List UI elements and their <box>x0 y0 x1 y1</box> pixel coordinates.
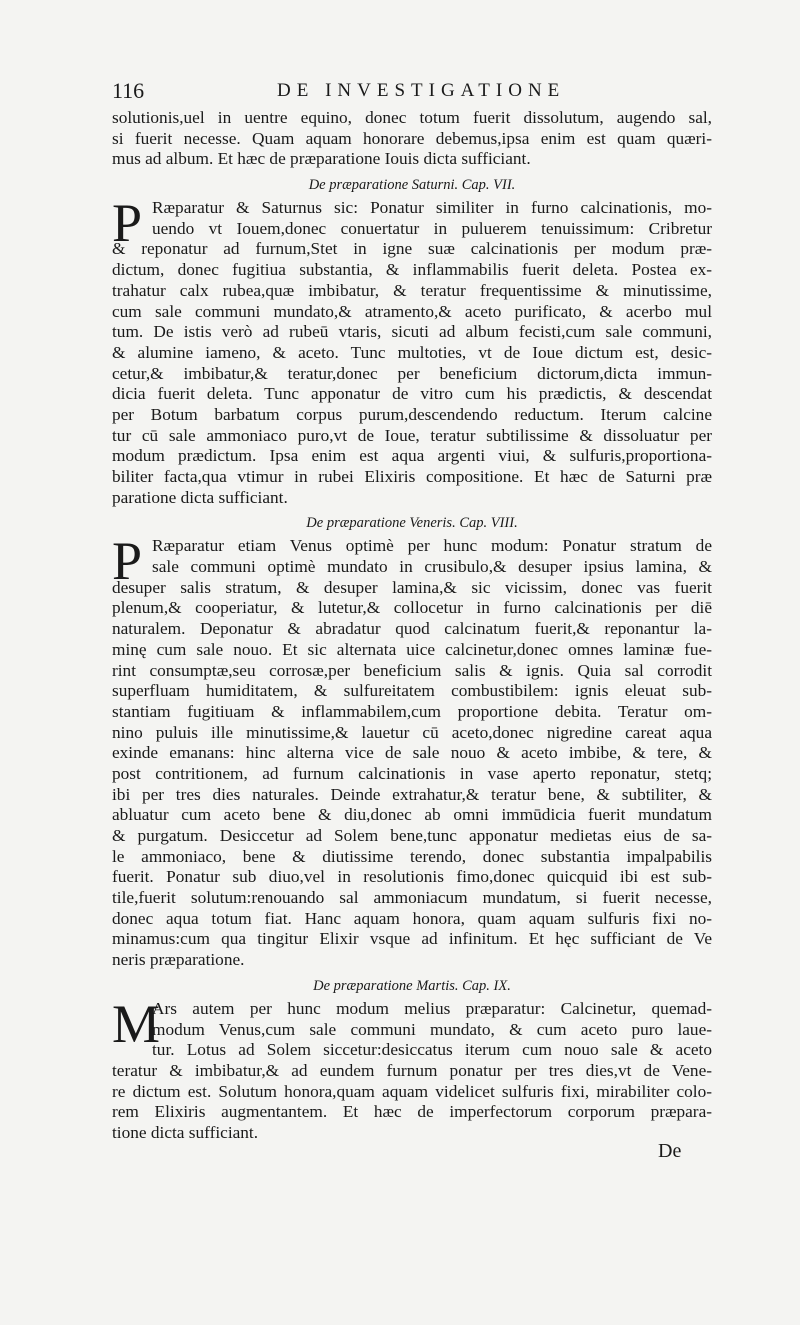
page-number: 116 <box>112 78 145 103</box>
text-line: Ars autem per hunc modum melius præparatur: Calcinetur, quemad- <box>152 998 712 1018</box>
chapter-paragraph <box>112 193 712 508</box>
drop-cap: P <box>112 193 143 254</box>
text-line: modum prædictum. Ipsa enim est aqua argenti viui, & sulfuris,proportiona- <box>112 446 712 466</box>
text-line: desuper salis stratum, & desuper lamina,& sic vicissim, donec vas fuerit <box>112 577 712 597</box>
text-line: re dictum est. Solutum honora,quam aquam videlicet sulfuris fixi, mirabiliter colo- <box>112 1081 712 1101</box>
text-line: cum sale communi mundato,& atramento,& aceto purificato, & acerbo mul <box>112 301 712 321</box>
text-line: abluatur cum aceto bene & diu,donec ab omni immūdicia fuerit mundatum <box>112 805 712 825</box>
text-line: sale communi optimè mundato in crusibulo,& desuper ipsius lamina, & <box>152 557 712 577</box>
text-line: paratione dicta sufficiant. <box>112 487 288 507</box>
text-line: superfluam humiditatem, & sulfureitatem combustibilem: ignis eleuat sub- <box>112 681 712 701</box>
text-line: minamus:cum qua tingitur Elixir vsque ad infinitum. Et hęc sufficiant de Ve <box>112 929 712 949</box>
text-line: tum. De istis verò ad rubeū vtaris, sicuti ad album fecisti,cum sale communi, <box>112 322 712 342</box>
text-line: le ammoniaco, bene & diutissime terendo, donec substantia impalpabilis <box>112 846 712 866</box>
text-line: teratur & imbibatur,& ad eundem furnum ponatur per tres dies,vt de Vene- <box>112 1060 712 1080</box>
running-head: DE INVESTIGATIONE <box>277 80 566 101</box>
text-line: & alumine iameno, & aceto. Tunc multoties, vt de Ioue dictum est, desic- <box>112 342 712 362</box>
text-line: mus ad album. Et hæc de præparatione Iouis dicta sufficiant. <box>112 149 531 169</box>
text-line: stantiam fugitiuam & inflammabilem,cum proportione debita. Teratur om- <box>112 701 712 721</box>
drop-cap: M <box>112 993 161 1054</box>
text-line: tione dicta sufficiant. <box>112 1122 259 1142</box>
text-line: neris præparatione. <box>112 950 245 970</box>
text-line: naturalem. Deponatur & abradatur quod calcinatum fuerit,& reponantur la- <box>112 619 712 639</box>
text-line: & purgatum. Desiccetur ad Solem bene,tunc apponatur medietas eius de sa- <box>112 826 712 845</box>
text-line: si fuerit necesse. Quam aquam honorare debemus,ipsa enim est quam quæri- <box>112 128 712 148</box>
text-line: Ræparatur & Saturnus sic: Ponatur similiter in furno calcinationis, mo- <box>152 198 712 218</box>
text-line: tur cū sale ammoniaco puro,vt de Ioue, teratur subtilissime & dissoluatur per <box>112 425 712 445</box>
text-line: nino puluis ille minutissime,& lauetur cū aceto,donec nigredine careat aqua <box>112 722 712 742</box>
text-line: solutionis,uel in uentre equino, donec totum fuerit dissolutum, augendo sal, <box>112 108 712 127</box>
text-line: dicia fuerit deleta. Tunc apponatur de vitro cum his prædictis, & descendat <box>112 384 712 404</box>
chapter-heading: De præparatione Saturni. Cap. VII. <box>308 177 516 194</box>
chapter-heading: De præparatione Veneris. Cap. VIII. <box>306 515 518 532</box>
catchword: De <box>658 1140 682 1162</box>
text-line: cetur,& imbibatur,& teratur,donec per beneficium dictorum,dicta immun- <box>112 363 712 383</box>
text-line: Ræparatur etiam Venus optimè per hunc modum: Ponatur stratum de <box>152 536 712 556</box>
drop-cap: P <box>112 531 143 592</box>
text-line: tile,fuerit solutum:renouando sal ammoniacum mundatum, si fuerit necesse, <box>112 888 712 908</box>
text-line: modum Venus,cum sale communi mundato, & cum aceto puro laue- <box>152 1019 712 1039</box>
page-header <box>112 78 712 106</box>
text-line: fuerit. Ponatur sub diuo,vel in resolutionis fimo,donec quicquid ibi est sub- <box>112 867 712 887</box>
text-line: tur. Lotus ad Solem siccetur:desiccatus iterum cum nouo sale & aceto <box>152 1040 712 1060</box>
text-line: rint consumptæ,seu corrosæ,per beneficium salis & ignis. Quia sal corrodit <box>112 660 712 680</box>
chapter-paragraph <box>112 993 712 1144</box>
text-line: & reponatur ad furnum,Stet in igne suæ calcinationis per modum præ- <box>112 239 712 259</box>
text-line: dictum, donec fugitiua substantia, & inflammabilis fuerit deleta. Postea ex- <box>112 260 712 280</box>
main-text <box>112 108 712 1144</box>
text-line: post contritionem, ad furnum calcinationis in vase aperto reponatur, stetq; <box>112 763 712 783</box>
text-line: per Botum barbatum corpus purum,descendendo reductum. Iterum calcine <box>112 404 712 424</box>
text-line: ibi per tres dies naturales. Deinde extrahatur,& teratur bene, & subtiliter, & <box>112 784 712 804</box>
text-line: minę cum sale nouo. Et sic alternata uice calcinetur,donec omnes laminæ fue- <box>112 639 712 659</box>
text-line: rem Elixiris augmentantem. Et hæc de imperfectorum corporum præpara- <box>112 1102 712 1122</box>
text-line: exinde emanans: hinc alterna vice de sale nouo & aceto imbibe, & tere, & <box>112 743 712 763</box>
chapter-paragraph <box>112 531 712 970</box>
text-line: plenum,& cooperiatur, & lutetur,& collocetur in furno calcinationis per diē <box>112 598 712 618</box>
text-line: trahatur calx rubea,quæ imbibatur, & teratur frequentissime & minutissime, <box>112 280 712 300</box>
text-line: uendo vt Iouem,donec conuertatur in puluerem tenuissimum: Cribretur <box>152 218 712 238</box>
text-line: biliter facta,qua vtimur in rubei Elixiris compositione. Et hæc de Saturni præ <box>112 467 712 486</box>
text-line: donec aqua totum fiat. Hanc aquam honora, quam aquam sulfuris fixi no- <box>112 908 712 928</box>
chapter-heading: De præparatione Martis. Cap. IX. <box>313 977 511 994</box>
